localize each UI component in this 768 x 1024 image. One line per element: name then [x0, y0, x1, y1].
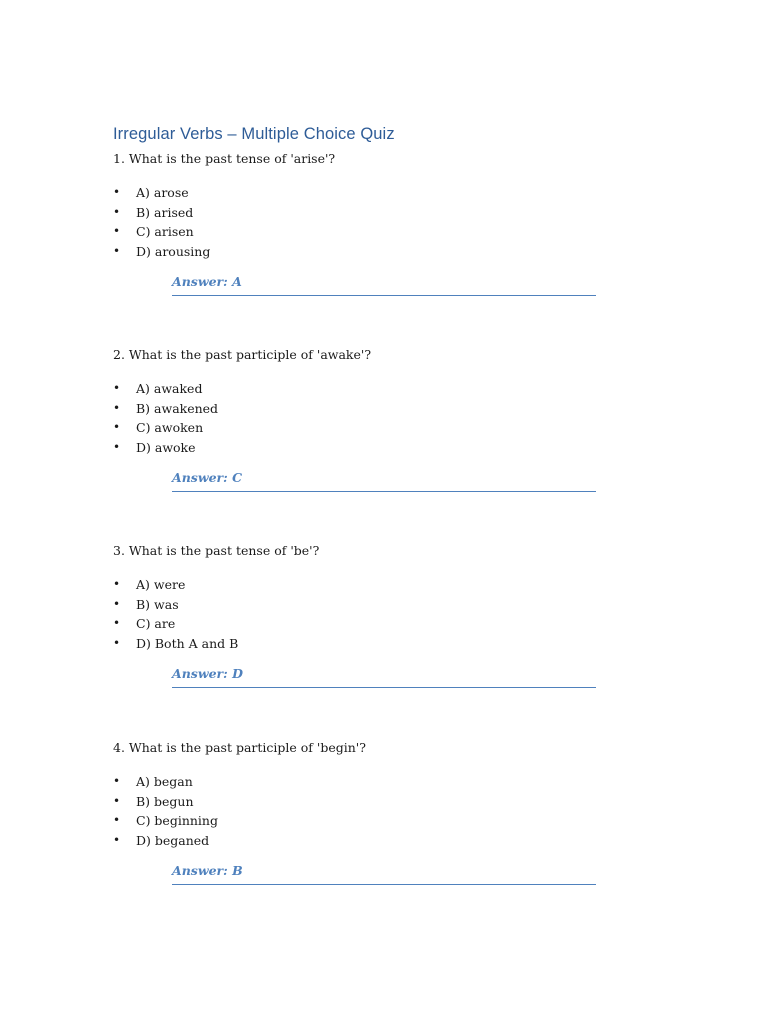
- bullet-icon: •: [113, 813, 121, 827]
- answer-line: Answer: A: [172, 274, 596, 296]
- option-label: D) Both A and B: [136, 635, 239, 651]
- option-item: [113, 379, 633, 399]
- option-item: [113, 595, 633, 615]
- option-label: B) arised: [136, 204, 194, 220]
- option-item: [113, 203, 633, 223]
- question-4: [113, 740, 633, 885]
- bullet-icon: •: [113, 616, 121, 630]
- option-label: B) was: [136, 596, 179, 612]
- option-list: [113, 183, 633, 261]
- document-title: Irregular Verbs – Multiple Choice Quiz: [113, 125, 395, 143]
- option-item: [113, 792, 633, 812]
- option-label: C) arisen: [136, 224, 194, 239]
- option-label: D) arousing: [136, 243, 211, 259]
- question-1: [113, 151, 633, 296]
- option-item: [113, 831, 633, 851]
- option-item: [113, 614, 633, 634]
- option-label: B) awakened: [136, 400, 219, 416]
- bullet-icon: •: [113, 774, 121, 788]
- bullet-icon: •: [113, 381, 121, 395]
- option-label: D) awoke: [136, 439, 196, 455]
- option-label: A) began: [136, 774, 193, 789]
- option-label: A) were: [136, 577, 186, 592]
- answer-line: Answer: B: [172, 863, 596, 885]
- option-label: C) beginning: [136, 813, 218, 828]
- answer-line: Answer: D: [172, 666, 596, 688]
- option-list: [113, 379, 633, 457]
- option-item: [113, 772, 633, 792]
- option-label: D) beganed: [136, 832, 210, 848]
- answer-line: Answer: C: [172, 470, 596, 492]
- bullet-icon: •: [113, 596, 121, 611]
- question-text: 4. What is the past participle of 'begin'?: [113, 740, 366, 755]
- option-list: [113, 575, 633, 653]
- question-text: 3. What is the past tense of 'be'?: [113, 543, 320, 558]
- bullet-icon: •: [113, 204, 121, 219]
- bullet-icon: •: [113, 793, 121, 808]
- bullet-icon: •: [113, 439, 121, 454]
- option-item: [113, 418, 633, 438]
- option-list: [113, 772, 633, 850]
- option-label: A) awaked: [136, 381, 203, 396]
- bullet-icon: •: [113, 224, 121, 238]
- bullet-icon: •: [113, 185, 121, 199]
- bullet-icon: •: [113, 400, 121, 415]
- bullet-icon: •: [113, 577, 121, 591]
- option-item: [113, 242, 633, 262]
- option-item: [113, 222, 633, 242]
- option-item: [113, 438, 633, 458]
- option-item: [113, 183, 633, 203]
- question-text: 1. What is the past tense of 'arise'?: [113, 151, 336, 166]
- bullet-icon: •: [113, 420, 121, 434]
- option-label: C) are: [136, 616, 176, 631]
- bullet-icon: •: [113, 243, 121, 258]
- option-item: [113, 634, 633, 654]
- question-2: [113, 347, 633, 492]
- option-item: [113, 399, 633, 419]
- option-label: A) arose: [136, 185, 189, 200]
- bullet-icon: •: [113, 832, 121, 847]
- question-3: [113, 543, 633, 688]
- option-item: [113, 575, 633, 595]
- option-item: [113, 811, 633, 831]
- option-label: C) awoken: [136, 420, 204, 435]
- bullet-icon: •: [113, 635, 121, 650]
- option-label: B) begun: [136, 793, 194, 809]
- question-text: 2. What is the past participle of 'awake'?: [113, 347, 372, 362]
